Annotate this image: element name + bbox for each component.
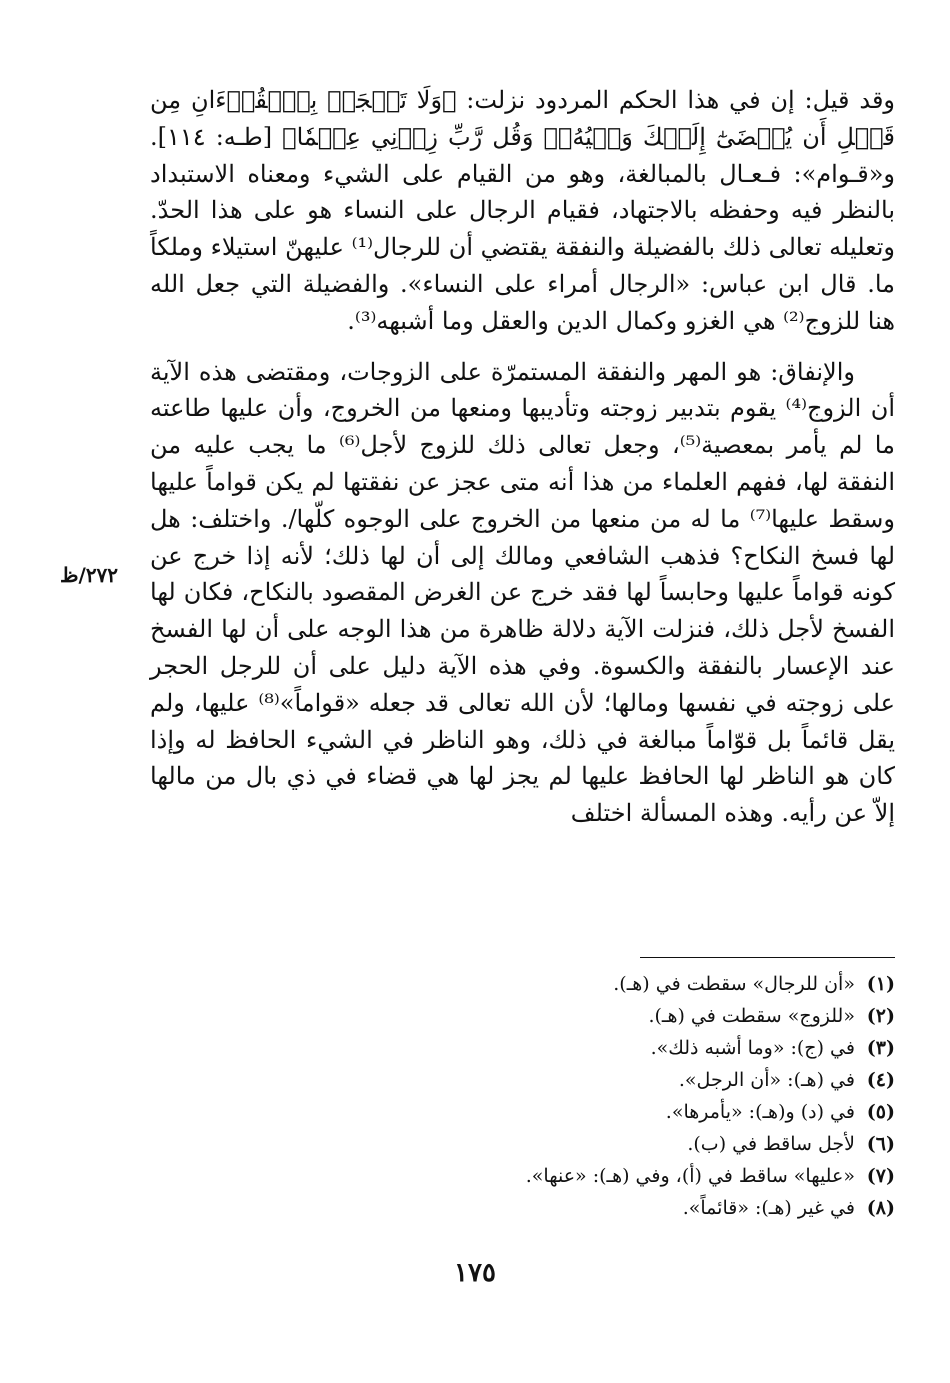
footnote-6	[150, 1128, 895, 1160]
footnote-7	[150, 1160, 895, 1192]
footnote-1	[150, 968, 895, 1000]
footnote-text: في (د) و(هـ): «يأمرها».	[665, 1101, 855, 1123]
footnote-text: «للزوج» سقطت في (هـ).	[648, 1005, 855, 1027]
footnote-text: لأجل ساقط في (ب).	[687, 1133, 855, 1155]
footnote-number: (٦)	[866, 1133, 895, 1155]
footnote-text: «عليها» ساقط في (أ)، وفي (هـ): «عنها».	[525, 1165, 855, 1187]
footnote-5	[150, 1096, 895, 1128]
footnote-number: (٨)	[866, 1197, 895, 1219]
footnote-8	[150, 1192, 895, 1224]
footnotes-list	[150, 968, 895, 1224]
footnote-number: (٥)	[866, 1101, 895, 1123]
footnote-number: (٣)	[866, 1037, 895, 1059]
footnote-number: (٤)	[866, 1069, 895, 1091]
footnote-number: (١)	[866, 973, 895, 995]
footnote-4	[150, 1064, 895, 1096]
main-text	[150, 82, 895, 832]
footnote-number: (٢)	[866, 1005, 895, 1027]
footnote-text: «أن للرجال» سقطت في (هـ).	[613, 973, 855, 995]
footnote-text: في غير (هـ): «قائماً».	[682, 1197, 855, 1219]
paragraph-1: وقد قيل: إن في هذا الحكم المردود نزلت: ﴿وَلَا تَعۡجَلۡ بِٱلۡقُرۡءَانِ مِن قَبۡلِ أَن يُقۡضَىٰٓ إِلَيۡكَ وَحۡيُهُۥۖ وَقُل رَّبِّ زِدۡنِي عِلۡمٗا﴾ [طـه: ١١٤]. و«قـوام»: فـعـال بالمبالغة، وهو من القيام على الشيء ومعناه الاستبداد بالنظر فيه وحفظه بالاجتهاد، فقيام الرجال على النساء هو على هذا الحدّ. وتعليله تعالى ذلك بالفضيلة والنفقة يقتضي أن للرجال⁽¹⁾ عليهنّ استيلاء وملكاً ما. قال ابن عباس: «الرجال أمراء على النساء». والفضيلة التي جعل الله هنا للزوج⁽²⁾ هي الغزو وكمال الدين والعقل وما أشبهه⁽³⁾.	[150, 86, 896, 335]
footnote-text: في (هـ): «أن الرجل».	[678, 1069, 855, 1091]
footnote-separator	[640, 957, 895, 958]
footnote-3	[150, 1032, 895, 1064]
paragraph-2: والإنفاق: هو المهر والنفقة المستمرّة على الزوجات، ومقتضى هذه الآية أن الزوج⁽⁴⁾ يقوم بتدبير زوجته وتأديبها ومنعها من الخروج، وأن عليها طاعته ما لم يأمر بمعصية⁽⁵⁾، وجعل تعالى ذلك للزوج لأجل⁽⁶⁾ ما يجب عليه من النفقة لها، ففهم العلماء من هذا أنه متى عجز عن نفقتها لم يكن قواماً عليها وسقط عليها⁽⁷⁾ ما له من منعها من الخروج على الوجوه كلّها/. واختلف: هل لها فسخ النكاح؟ فذهب الشافعي ومالك إلى أن لها ذلك؛ لأنه إذا خرج عن كونه قواماً عليها وحابساً لها فقد خرج عن الغرض المقصود بالنكاح، فكان لها الفسخ لأجل ذلك، فنزلت الآية دلالة ظاهرة من هذا الوجه على أن لها الفسخ عند الإعسار بالنفقة والكسوة. وفي هذه الآية دليل على أن للرجل الحجر على زوجته في نفسها ومالها؛ لأن الله تعالى قد جعله «قواماً»⁽⁸⁾ عليها، ولم يقل قائماً بل قوّاماً مبالغة في ذلك، وهو الناظر في الشيء الحافظ له وإذا كان هو الناظر لها الحافظ عليها لم يجز لها هي قضاء في ذي بال من مالها إلاّ عن رأيه. وهذه المسألة اختلف	[150, 357, 896, 828]
footnote-number: (٧)	[866, 1165, 895, 1187]
footnote-2	[150, 1000, 895, 1032]
manuscript-folio-marker: ٢٧٢/ظ	[60, 563, 119, 587]
footnote-text: في (ج): «وما أشبه ذلك».	[650, 1037, 855, 1059]
page-number: ١٧٥	[454, 1258, 496, 1288]
